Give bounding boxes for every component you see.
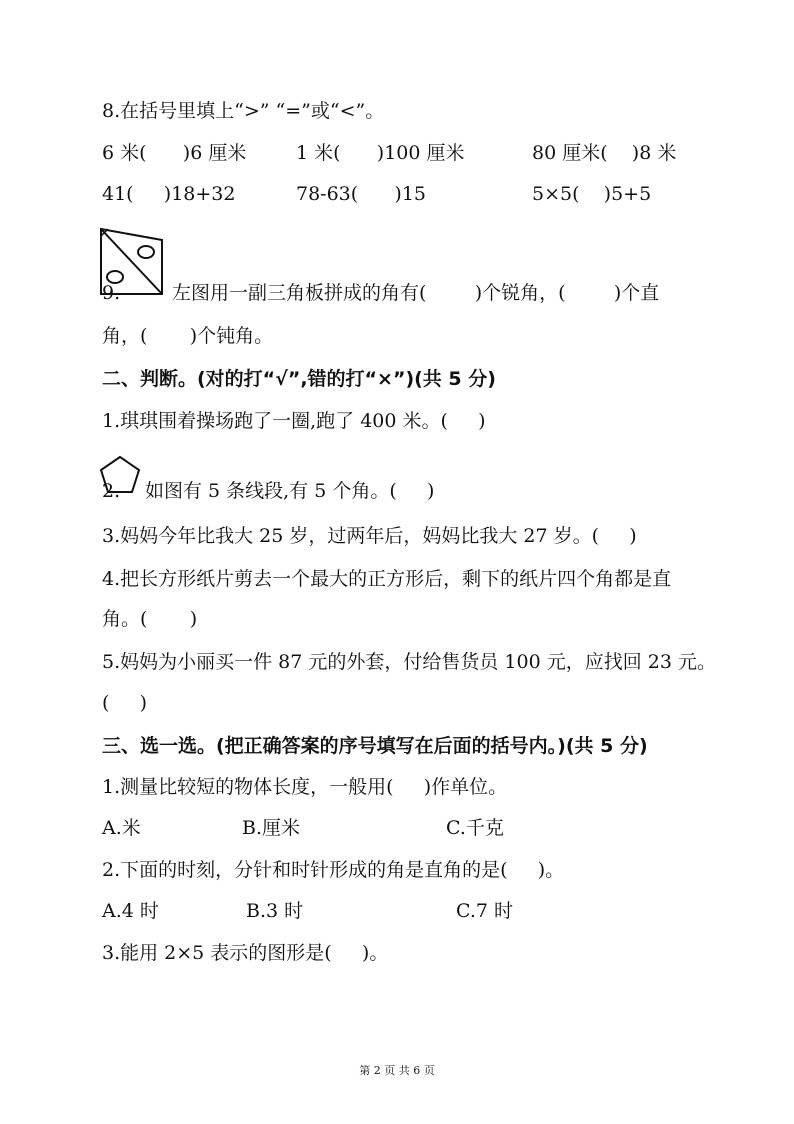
section2-item-4-line1: 4.把长方形纸片剪去一个最大的正方形后，剩下的纸片四个角都是直 [102,568,672,590]
q9-text-line2: 角，( )个钝角。 [102,325,274,347]
section2-item-1: 1.琪琪围着操场跑了一圈,跑了 400 米。( ) [102,410,486,432]
section2-item-2-number: 2. [102,480,121,502]
section2-item-5-line1: 5.妈妈为小丽买一件 87 元的外套，付给售货员 100 元，应找回 23 元。 [102,651,716,673]
q8-row1-b: 1 米( )100 厘米 [296,142,465,164]
pentagon-icon [98,454,142,496]
q8-title: 8.在括号里填上“>” “=”或“<”。 [102,100,385,122]
section3-q2: 2.下面的时刻，分针和时针形成的角是直角的是( )。 [102,859,565,881]
section2-item-3: 3.妈妈今年比我大 25 岁，过两年后，妈妈比我大 27 岁。( ) [102,525,637,547]
section2-item-4-line2: 角。( ) [102,608,198,630]
q9-text-line1: 左图用一副三角板拼成的角有( )个锐角，( )个直 [172,282,660,304]
q8-row1-c: 80 厘米( )8 米 [532,142,677,164]
q8-row2-a: 41( )18+32 [102,183,236,205]
section2-heading: 二、判断。(对的打“√”,错的打“×”)(共 5 分) [102,368,496,390]
section3-q2-option-a: A.4 时 [102,900,159,922]
page-footer: 第 2 页 共 6 页 [359,1064,435,1077]
section3-q1-option-b: B.厘米 [242,817,301,839]
q8-row2-b: 78-63( )15 [296,183,427,205]
section3-q3: 3.能用 2×5 表示的图形是( )。 [102,942,389,964]
section3-q2-option-c: C.7 时 [456,900,514,922]
section3-q2-option-b: B.3 时 [246,900,304,922]
section3-q1-option-a: A.米 [102,817,141,839]
section3-q1: 1.测量比较短的物体长度，一般用( )作单位。 [102,776,508,798]
section3-q1-option-c: C.千克 [446,817,504,839]
q8-row1-a: 6 米( )6 厘米 [102,142,247,164]
q8-row2-c: 5×5( )5+5 [532,183,652,205]
section2-item-2: 如图有 5 条线段,有 5 个角。( ) [145,480,435,502]
q9-number: 9. [102,282,121,304]
section2-item-5-line2: ( ) [102,692,148,714]
set-square-figure-icon [98,224,168,300]
section3-heading: 三、选一选。(把正确答案的序号填写在后面的括号内。)(共 5 分) [102,735,648,757]
